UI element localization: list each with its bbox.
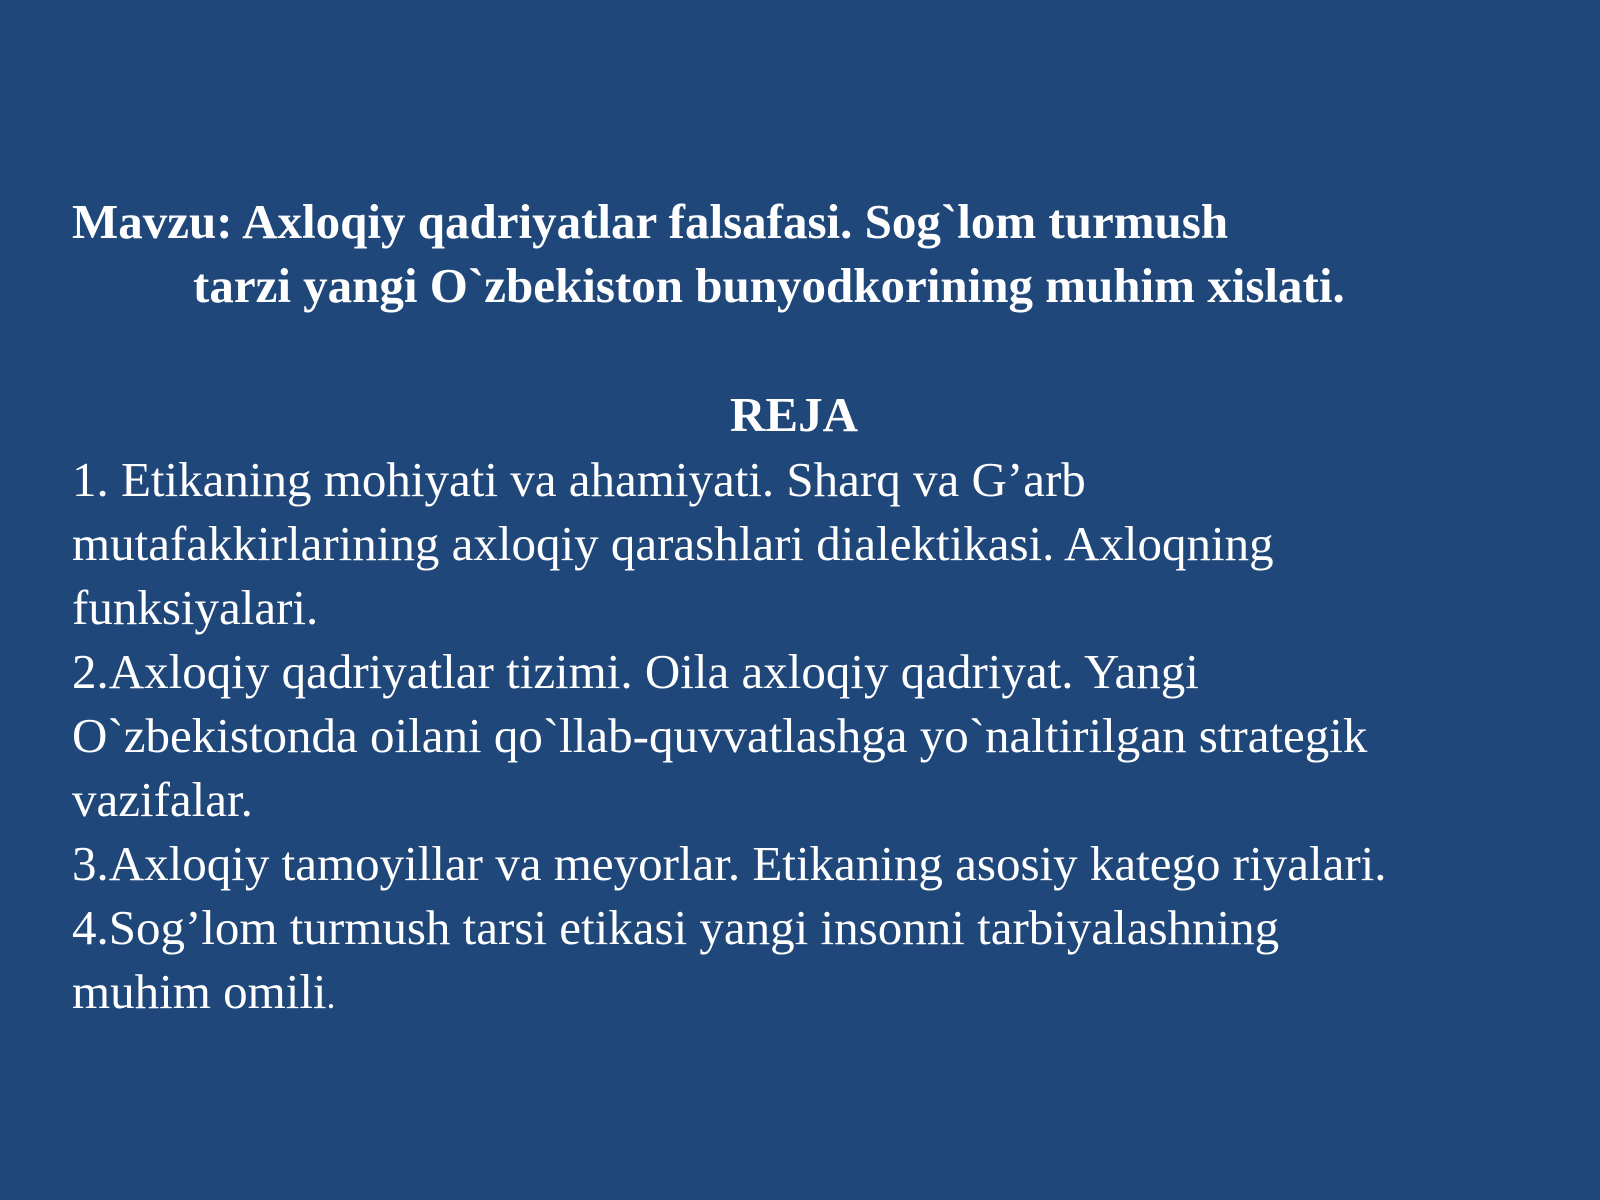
plan-line-9-text: muhim omili xyxy=(72,964,327,1019)
plan-line-3: funksiyalari. xyxy=(72,580,319,635)
plan-line-4: 2.Axloqiy qadriyatlar tizimi. Oila axloqiy qadriyat. Yangi xyxy=(72,644,1199,699)
title-line-1: Mavzu: Axloqiy qadriyatlar falsafasi. Sog`lom turmush xyxy=(72,194,1229,249)
plan-line-5: O`zbekistonda oilani qo`llab-quvvatlashga yo`naltirilgan strategik xyxy=(72,708,1368,763)
plan-line-6: vazifalar. xyxy=(72,772,253,827)
title-line-2: tarzi yangi O`zbekiston bunyodkorining muhim xislati. xyxy=(193,258,1345,313)
plan-line-9-period: . xyxy=(326,976,336,1016)
slide-title xyxy=(72,190,1552,318)
plan-line-1: 1. Etikaning mohiyati va ahamiyati. Sharq va G’arb xyxy=(72,452,1086,507)
plan-line-9 xyxy=(72,960,1582,1028)
plan-list xyxy=(72,448,1582,1028)
plan-heading: REJA xyxy=(730,387,858,442)
plan-line-2: mutafakkirlarining axloqiy qarashlari dialektikasi. Axloqning xyxy=(72,516,1274,571)
plan-line-8: 4.Sog’lom turmush tarsi etikasi yangi insonni tarbiyalashning xyxy=(72,900,1280,955)
plan-line-7: 3.Axloqiy tamoyillar va meyorlar. Etikaning asosiy katego riyalari. xyxy=(72,836,1387,891)
